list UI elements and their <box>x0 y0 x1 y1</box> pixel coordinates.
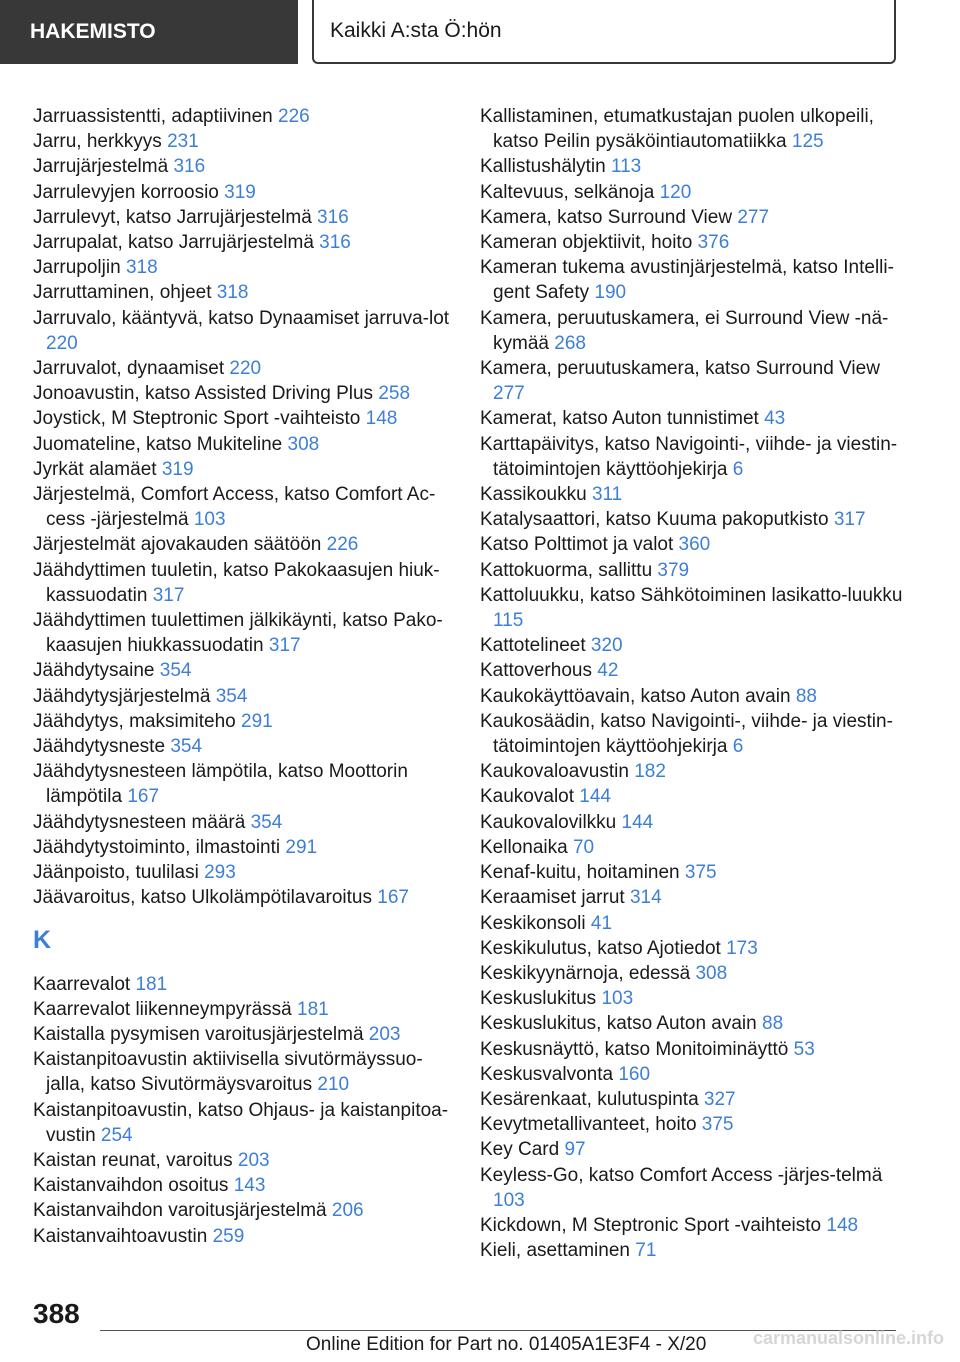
index-entry-text: Jäähdyttimen tuulettimen jälkikäynti, katso Pako-kaasujen hiukkassuodatin <box>33 610 443 657</box>
index-page-link[interactable]: 316 <box>173 156 206 178</box>
index-entry-text: Jarruvalot, dynaamiset <box>33 358 230 380</box>
index-entry <box>480 885 910 910</box>
index-entry <box>480 1037 910 1062</box>
index-entry-text: Kameran objektiivit, hoito <box>480 232 698 254</box>
index-page-link[interactable]: 317 <box>268 635 301 657</box>
index-page-link[interactable]: 71 <box>635 1240 657 1262</box>
chapter-tab <box>312 0 896 64</box>
index-entry-text: Kickdown, M Steptronic Sport -vaihteisto <box>480 1214 827 1236</box>
index-entry <box>480 255 910 305</box>
index-page-link[interactable]: 167 <box>377 887 409 909</box>
index-entry-text: Jarrupalat, katso Jarrujärjestelmä <box>33 232 320 254</box>
index-page-link[interactable]: 206 <box>331 1200 364 1222</box>
index-page-link[interactable]: 317 <box>152 584 185 606</box>
index-page-link[interactable]: 143 <box>233 1175 266 1197</box>
index-page-link[interactable]: 354 <box>250 811 283 833</box>
index-entry <box>480 1213 910 1238</box>
index-entry <box>480 759 910 784</box>
index-entry <box>480 583 910 633</box>
index-entry-text: Kellonaika <box>480 836 573 858</box>
index-page-link[interactable]: 354 <box>215 685 248 707</box>
index-page-link[interactable]: 203 <box>237 1149 270 1171</box>
index-page-link[interactable]: 167 <box>127 786 160 808</box>
index-entry-text: Keraamiset jarrut <box>480 887 630 909</box>
index-entry-text: Jarrulevyt, katso Jarrujärjestelmä <box>33 206 318 228</box>
index-entry-text: Kaistanvaihdon osoitus <box>33 1175 234 1197</box>
index-entry <box>480 306 910 356</box>
index-entry-text: Keyless-Go, katso Comfort Access -järjes-telmä <box>480 1164 883 1186</box>
index-entry-text: Kameran tukema avustinjärjestelmä, katso Intelli-gent Safety <box>480 257 894 304</box>
watermark-logo: carmanualsonline.info <box>752 1328 944 1348</box>
index-entry <box>33 180 453 205</box>
index-entry-text: Jäähdyttimen tuuletin, katso Pakokaasujen hiuk-kassuodatin <box>33 559 440 606</box>
index-entry-text: Keskusvalvonta <box>480 1063 619 1085</box>
index-page-link[interactable]: 144 <box>579 786 611 808</box>
index-page-link[interactable]: 103 <box>493 1189 525 1211</box>
index-page-link[interactable]: 115 <box>493 610 524 632</box>
index-page-link[interactable]: 316 <box>319 232 351 254</box>
index-entry-text: Kaukosäädin, katso Navigointi-, viihde- ja viestin-tätoimintojen käyttöohjekirja <box>480 710 893 758</box>
index-entry-text: Kaistanvaihtoavustin <box>33 1225 213 1247</box>
index-entry-text: Kenaf-kuitu, hoitaminen <box>480 862 685 884</box>
index-entry-text: Keskikulutus, katso Ajotiedot <box>480 937 727 959</box>
index-entry-text: Jäähdytystoiminto, ilmastointi <box>33 836 286 858</box>
index-entry-text: Jarruttaminen, ohjeet <box>33 282 217 304</box>
index-page-link[interactable]: 42 <box>597 660 619 682</box>
index-entry <box>33 154 453 179</box>
index-page-link[interactable]: 318 <box>125 257 158 279</box>
index-page-link[interactable]: 160 <box>618 1063 651 1085</box>
index-entry-text: Jarrulevyjen korroosio <box>33 181 225 203</box>
index-entry-text: Jyrkät alamäet <box>33 458 162 480</box>
index-page-link[interactable]: 220 <box>46 332 78 354</box>
index-entry <box>33 972 453 997</box>
index-entry-text: Keskikonsoli <box>480 912 591 934</box>
index-entry <box>480 784 910 809</box>
index-entry-text: Joystick, M Steptronic Sport -vaihteisto <box>33 408 366 430</box>
index-page-link[interactable]: 291 <box>241 710 273 732</box>
page-number: 388 <box>33 1298 80 1329</box>
index-entry <box>480 1011 910 1036</box>
index-page-link[interactable]: 314 <box>629 887 662 909</box>
index-page-link[interactable]: 311 <box>591 484 623 506</box>
index-page-link[interactable]: 125 <box>791 131 824 153</box>
index-entry <box>480 1137 910 1162</box>
index-entry <box>33 1098 453 1148</box>
chapter-title: Kaikki A:sta Ö:hön <box>330 19 502 42</box>
index-entry <box>480 911 910 936</box>
index-entry <box>33 810 453 835</box>
index-page-link[interactable]: 203 <box>368 1023 401 1045</box>
index-entry <box>33 306 453 356</box>
index-entry <box>480 205 910 230</box>
index-entry-text: Kieli, asettaminen <box>480 1240 636 1262</box>
index-entry <box>33 432 453 457</box>
index-page-link[interactable]: 181 <box>135 973 168 995</box>
index-entry-text: Jarrupoljin <box>33 257 126 279</box>
index-entry-text: Kamera, peruutuskamera, katso Surround View <box>480 358 880 380</box>
index-page-link[interactable]: 291 <box>285 836 318 858</box>
index-entry-text: Jarrujärjestelmä <box>33 156 174 178</box>
index-entry-text: Kaarrevalot liikenneympyrässä <box>33 998 298 1020</box>
index-entry-text: Kaistanpitoavustin aktiivisella sivutörmäyssuo-jalla, katso Sivutörmäysvaroitus <box>33 1049 423 1096</box>
index-entry-text: Katalysaattori, katso Kuuma pakoputkisto <box>480 509 834 531</box>
index-page-link[interactable]: 354 <box>170 736 203 758</box>
index-entry <box>33 482 453 532</box>
index-entry-text: Kallistushälytin <box>480 156 611 178</box>
index-page-link[interactable]: 97 <box>564 1139 586 1161</box>
index-entry <box>480 835 910 860</box>
index-entry-text: Key Card <box>480 1139 565 1161</box>
index-page-link[interactable]: 318 <box>216 282 249 304</box>
index-page-link[interactable]: 375 <box>684 862 717 884</box>
index-page-link[interactable]: 327 <box>703 1088 736 1110</box>
index-entry <box>480 1112 910 1137</box>
index-entry <box>480 936 910 961</box>
index-entry-text: Keskuslukitus, katso Auton avain <box>480 1013 762 1035</box>
index-entry <box>480 432 910 482</box>
index-entry-text: Jäähdytysnesteen lämpötila, katso Moottorin lämpötila <box>33 761 408 808</box>
index-page-link[interactable]: 354 <box>159 660 192 682</box>
index-page-link[interactable]: 53 <box>793 1038 815 1060</box>
index-entry-text: Keskuslukitus <box>480 988 602 1010</box>
index-entry-text: Jäähdytys, maksimiteho <box>33 710 242 732</box>
index-page-link[interactable]: 103 <box>193 509 226 531</box>
index-page-link[interactable]: 277 <box>737 206 770 228</box>
index-entry-text: Kamera, katso Surround View <box>480 206 738 228</box>
index-entry <box>33 104 453 129</box>
index-entry <box>480 154 910 179</box>
index-entry-text: Kaistalla pysymisen varoitusjärjestelmä <box>33 1023 369 1045</box>
index-entry <box>480 532 910 557</box>
index-entry-text: Jäähdytysnesteen määrä <box>33 811 251 833</box>
index-entry-text: Keskusnäyttö, katso Monitoiminäyttö <box>480 1038 794 1060</box>
index-entry <box>33 1022 453 1047</box>
index-page-link[interactable]: 259 <box>212 1225 245 1247</box>
index-page-link[interactable]: 181 <box>297 998 329 1020</box>
index-page-link[interactable]: 360 <box>678 534 711 556</box>
index-page-link[interactable]: 148 <box>826 1214 859 1236</box>
index-page-link[interactable]: 41 <box>590 912 613 934</box>
index-entry-text: Kallistaminen, etumatkustajan puolen ulkopeili, katso Peilin pysäköintiautomatiikka <box>480 106 874 153</box>
index-entry-text: Juomateline, katso Mukiteline <box>33 433 288 455</box>
index-entry <box>480 558 910 583</box>
index-page-link[interactable]: 268 <box>554 332 586 354</box>
index-entry <box>33 356 453 381</box>
index-page-link[interactable]: 319 <box>224 181 256 203</box>
index-page-link[interactable]: 88 <box>795 685 817 707</box>
index-entry <box>480 1087 910 1112</box>
index-entry <box>33 997 453 1022</box>
index-entry <box>33 457 453 482</box>
index-entry-text: Karttapäivitys, katso Navigointi-, viihde- ja viestin-tätoimintojen käyttöohjekirja <box>480 433 898 480</box>
index-entry <box>33 381 453 406</box>
index-page-link[interactable]: 277 <box>493 383 525 405</box>
index-entry <box>480 1238 910 1263</box>
index-entry-text: Kattokuorma, sallittu <box>480 559 658 581</box>
index-entry <box>33 255 453 280</box>
index-entry-text: Jäävaroitus, katso Ulkolämpötilavaroitus <box>33 887 378 909</box>
index-page-link[interactable]: 226 <box>326 534 359 556</box>
index-entry-text: Kaukovalovilkku <box>480 811 622 833</box>
index-entry <box>33 558 453 608</box>
index-page-link[interactable]: 144 <box>621 811 654 833</box>
index-entry-text: Kaukovaloavustin <box>480 761 635 783</box>
section-letter-k: K <box>33 925 52 954</box>
index-entry <box>33 885 453 910</box>
index-entry-text: Kesärenkaat, kulutuspinta <box>480 1088 704 1110</box>
index-entry <box>480 104 910 154</box>
index-column-right <box>480 104 910 1263</box>
index-entry <box>33 759 453 809</box>
index-entry <box>33 709 453 734</box>
index-entry-text: Kattoverhous <box>480 660 598 682</box>
index-entry <box>33 1173 453 1198</box>
index-page-link[interactable]: 113 <box>610 156 642 178</box>
index-entry <box>480 230 910 255</box>
edition-text: Online Edition for Part no. 01405A1E3F4 - X/20 <box>306 1334 707 1355</box>
index-entry-text: Jäähdytysneste <box>33 736 171 758</box>
index-entry <box>480 961 910 986</box>
index-entry-text: Jäähdytysaine <box>33 660 160 682</box>
index-entry <box>33 230 453 255</box>
index-page-link[interactable]: 316 <box>317 206 349 228</box>
index-page-link[interactable]: 308 <box>695 962 728 984</box>
index-entry-text: Kattotelineet <box>480 635 591 657</box>
index-entry <box>480 356 910 406</box>
index-page-link[interactable]: 220 <box>229 358 262 380</box>
index-page-link[interactable]: 293 <box>204 862 236 884</box>
index-entry-text: Kaarrevalot <box>33 973 136 995</box>
index-entry-text: Kaltevuus, selkänoja <box>480 181 660 203</box>
index-page-link[interactable]: 182 <box>634 761 666 783</box>
index-page-link[interactable]: 375 <box>701 1114 734 1136</box>
index-entry <box>480 986 910 1011</box>
index-entry <box>33 1198 453 1223</box>
index-entry-text: Jarruvalo, kääntyvä, katso Dynaamiset jarruva-lot <box>33 307 450 329</box>
section-title: HAKEMISTO <box>30 20 156 43</box>
index-entry <box>480 1163 910 1213</box>
index-page-link[interactable]: 379 <box>657 559 690 581</box>
index-list-k <box>33 972 453 1249</box>
index-entry <box>480 709 910 759</box>
index-entry <box>480 860 910 885</box>
index-entry-text: Jarruassistentti, adaptiivinen <box>33 106 279 127</box>
index-entry <box>480 658 910 683</box>
index-page-link[interactable]: 148 <box>365 408 398 430</box>
index-column-left <box>33 104 453 1249</box>
index-entry <box>33 205 453 230</box>
index-entry <box>33 684 453 709</box>
index-entry <box>33 406 453 431</box>
index-page-link[interactable]: 43 <box>764 408 786 430</box>
index-entry-text: Järjestelmät ajovakauden säätöön <box>33 534 327 556</box>
index-page-link[interactable]: 319 <box>161 458 194 480</box>
index-entry-text: Kevytmetallivanteet, hoito <box>480 1114 702 1136</box>
index-page-link[interactable]: 320 <box>590 635 623 657</box>
index-page-link[interactable]: 210 <box>317 1074 350 1096</box>
index-entry-text: Jarru, herkkyys <box>33 131 168 153</box>
index-page-link[interactable]: 6 <box>732 736 744 758</box>
index-entry-text: Jäähdytysjärjestelmä <box>33 685 216 707</box>
index-entry <box>33 734 453 759</box>
index-entry <box>33 1148 453 1173</box>
index-entry-text: Keskikyynärnoja, edessä <box>480 962 696 984</box>
index-page-link[interactable]: 103 <box>601 988 634 1010</box>
index-entry <box>33 658 453 683</box>
index-entry <box>33 129 453 154</box>
index-entry-text: Kaukovalot <box>480 786 580 808</box>
index-list-k-continued <box>480 104 910 1263</box>
index-page-link[interactable]: 376 <box>697 232 730 254</box>
index-page-link[interactable]: 173 <box>726 937 758 959</box>
index-page-link[interactable]: 317 <box>833 509 866 531</box>
index-entry <box>480 406 910 431</box>
index-entry <box>33 608 453 658</box>
index-entry-text: Kaukokäyttöavain, katso Auton avain <box>480 685 796 707</box>
index-page-link[interactable]: 258 <box>378 383 411 405</box>
index-entry <box>33 1047 453 1097</box>
index-entry-text: Kamerat, katso Auton tunnistimet <box>480 408 765 430</box>
index-entry <box>33 532 453 557</box>
index-entry <box>480 482 910 507</box>
index-entry-text: Jäänpoisto, tuulilasi <box>33 862 205 884</box>
index-entry-text: Katso Polttimot ja valot <box>480 534 679 556</box>
index-entry-text: Kaistan reunat, varoitus <box>33 1149 238 1171</box>
index-list-j <box>33 104 453 911</box>
index-page-link[interactable]: 308 <box>287 433 320 455</box>
index-entry <box>480 633 910 658</box>
index-page-link[interactable]: 190 <box>594 282 627 304</box>
index-entry <box>33 280 453 305</box>
index-page-link[interactable]: 120 <box>659 181 692 203</box>
index-entry-text: Kassikoukku <box>480 484 592 506</box>
index-entry-text: Kattoluukku, katso Sähkötoiminen lasikatto-luukku <box>480 584 903 606</box>
index-entry-text: Järjestelmä, Comfort Access, katso Comfort Ac-cess -järjestelmä <box>33 484 436 531</box>
index-entry <box>480 810 910 835</box>
index-entry-text: Kamera, peruutuskamera, ei Surround View -nä-kymää <box>480 307 889 354</box>
index-page-link[interactable]: 70 <box>572 836 595 858</box>
index-page-link[interactable]: 88 <box>762 1013 784 1035</box>
index-entry-text: Jonoavustin, katso Assisted Driving Plus <box>33 383 379 405</box>
index-entry <box>33 835 453 860</box>
index-entry <box>480 180 910 205</box>
index-entry <box>480 1062 910 1087</box>
index-entry <box>480 684 910 709</box>
index-entry-text: Kaistanpitoavustin, katso Ohjaus- ja kaistanpitoa-vustin <box>33 1099 449 1146</box>
index-entry <box>480 507 910 532</box>
index-page-link[interactable]: 226 <box>278 106 310 127</box>
index-entry-text: Kaistanvaihdon varoitusjärjestelmä <box>33 1200 332 1222</box>
index-page-link[interactable]: 6 <box>732 458 744 480</box>
index-entry <box>33 860 453 885</box>
section-tab <box>0 0 298 64</box>
index-page-link[interactable]: 231 <box>167 131 199 153</box>
index-entry <box>33 1224 453 1249</box>
index-page-link[interactable]: 254 <box>100 1124 133 1146</box>
